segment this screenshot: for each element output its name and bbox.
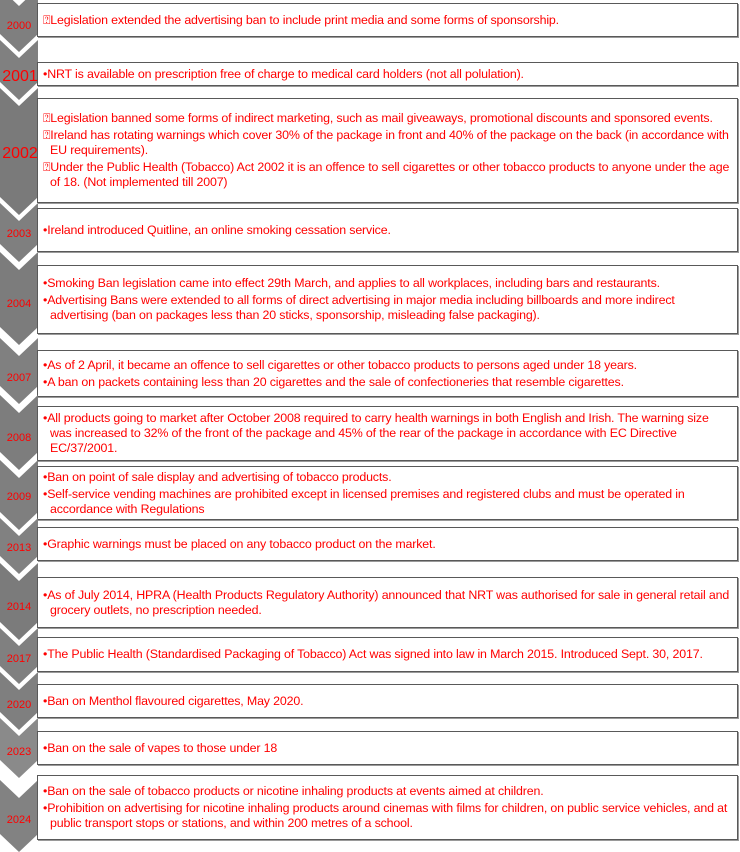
event-box bbox=[37, 265, 738, 334]
event-box bbox=[37, 3, 738, 37]
event-item: •As of July 2014, HPRA (Health Products Regulatory Authority) announced that NRT was authorised for sale in general retail and grocery outlets, no prescription needed. bbox=[43, 587, 730, 617]
event-item: •NRT is available on prescription free of charge to medical card holders (not all polulation). bbox=[43, 66, 524, 81]
event-item: •Ban on point of sale display and advertising of tobacco products. bbox=[43, 469, 392, 484]
event-box bbox=[37, 577, 738, 628]
event-item: •Advertising Bans were extended to all forms of direct advertising in major media including billboards and more indirect advertising (ban on packages less than 20 sticks, sponsorship, misleading false packaging). bbox=[43, 293, 675, 322]
event-box bbox=[37, 637, 738, 672]
year-label: 2013 bbox=[6, 542, 32, 554]
event-item: •Smoking Ban legislation came into effect 29th March, and applies to all workplaces, including bars and restaurants. bbox=[43, 276, 660, 290]
year-label: 2001 bbox=[2, 68, 38, 85]
event-box bbox=[37, 406, 738, 461]
event-box bbox=[37, 208, 738, 252]
event-box bbox=[37, 350, 738, 397]
year-label: 2023 bbox=[6, 746, 32, 758]
year-label: 2009 bbox=[6, 491, 32, 503]
event-box bbox=[37, 731, 738, 765]
event-item: •Ireland introduced Quitline, an online smoking cessation service. bbox=[43, 222, 391, 237]
year-label: 2004 bbox=[6, 297, 32, 310]
year-label: 2017 bbox=[6, 652, 32, 665]
event-item: •Prohibition on advertising for nicotine inhaling products around cinemas with films for children, on public service vehicles, and at public transport stops or stations, and within 200 metres of a school. bbox=[43, 801, 728, 830]
event-item: ⍰Legislation extended the advertising ban to include print media and some forms of sponsorship. bbox=[43, 12, 559, 27]
event-box bbox=[37, 98, 738, 203]
event-item: •All products going to market after October 2008 required to carry health warnings in both English and Irish. The warning size was increased to 32% of the front of the package and 45% of the rear of the package in accordance with EC Directive EC/37/2001. bbox=[43, 411, 709, 455]
year-label: 2014 bbox=[6, 600, 32, 613]
year-label: 2007 bbox=[6, 371, 32, 384]
event-item: ⍰Under the Public Health (Tobacco) Act 2002 it is an offence to sell cigarettes or other tobacco products to anyone under the age of 18. (Not implemented till 2007) bbox=[43, 160, 730, 189]
event-box bbox=[37, 62, 738, 86]
year-label: 2000 bbox=[6, 20, 32, 32]
event-item: •Ban on Menthol flavoured cigarettes, May 2020. bbox=[43, 693, 304, 708]
event-item: •Graphic warnings must be placed on any tobacco product on the market. bbox=[43, 536, 436, 551]
year-label: 2003 bbox=[6, 228, 32, 240]
event-item: •Ban on the sale of tobacco products or nicotine inhaling products at events aimed at children. bbox=[43, 784, 544, 798]
event-box bbox=[37, 684, 738, 718]
event-box bbox=[37, 527, 738, 561]
year-label: 2020 bbox=[6, 699, 32, 711]
event-item: •A ban on packets containing less than 20 cigarettes and the sale of confectioneries that resemble cigarettes. bbox=[43, 374, 624, 389]
year-label: 2008 bbox=[6, 431, 32, 444]
year-label: 2002 bbox=[2, 144, 38, 162]
event-item: ⍰Legislation banned some forms of indirect marketing, such as mail giveaways, promotional discounts and sponsored events. bbox=[43, 111, 713, 125]
event-item: ⍰Ireland has rotating warnings which cover 30% of the package in front and 40% of the package on the back (in accordance with EU requirements). bbox=[43, 128, 729, 157]
event-item: •As of 2 April, it became an offence to sell cigarettes or other tobacco products to persons aged under 18 years. bbox=[43, 357, 637, 372]
event-box bbox=[37, 775, 738, 840]
event-item: •Ban on the sale of vapes to those under 18 bbox=[43, 740, 278, 755]
event-item: •Self-service vending machines are prohibited except in licensed premises and registered clubs and must be operated in accordance with Regulations bbox=[43, 486, 685, 516]
event-box bbox=[37, 466, 738, 520]
year-label: 2024 bbox=[6, 814, 32, 826]
event-item: •The Public Health (Standardised Packaging of Tobacco) Act was signed into law in March 2015. Introduced Sept. 30, 2017. bbox=[43, 647, 703, 661]
